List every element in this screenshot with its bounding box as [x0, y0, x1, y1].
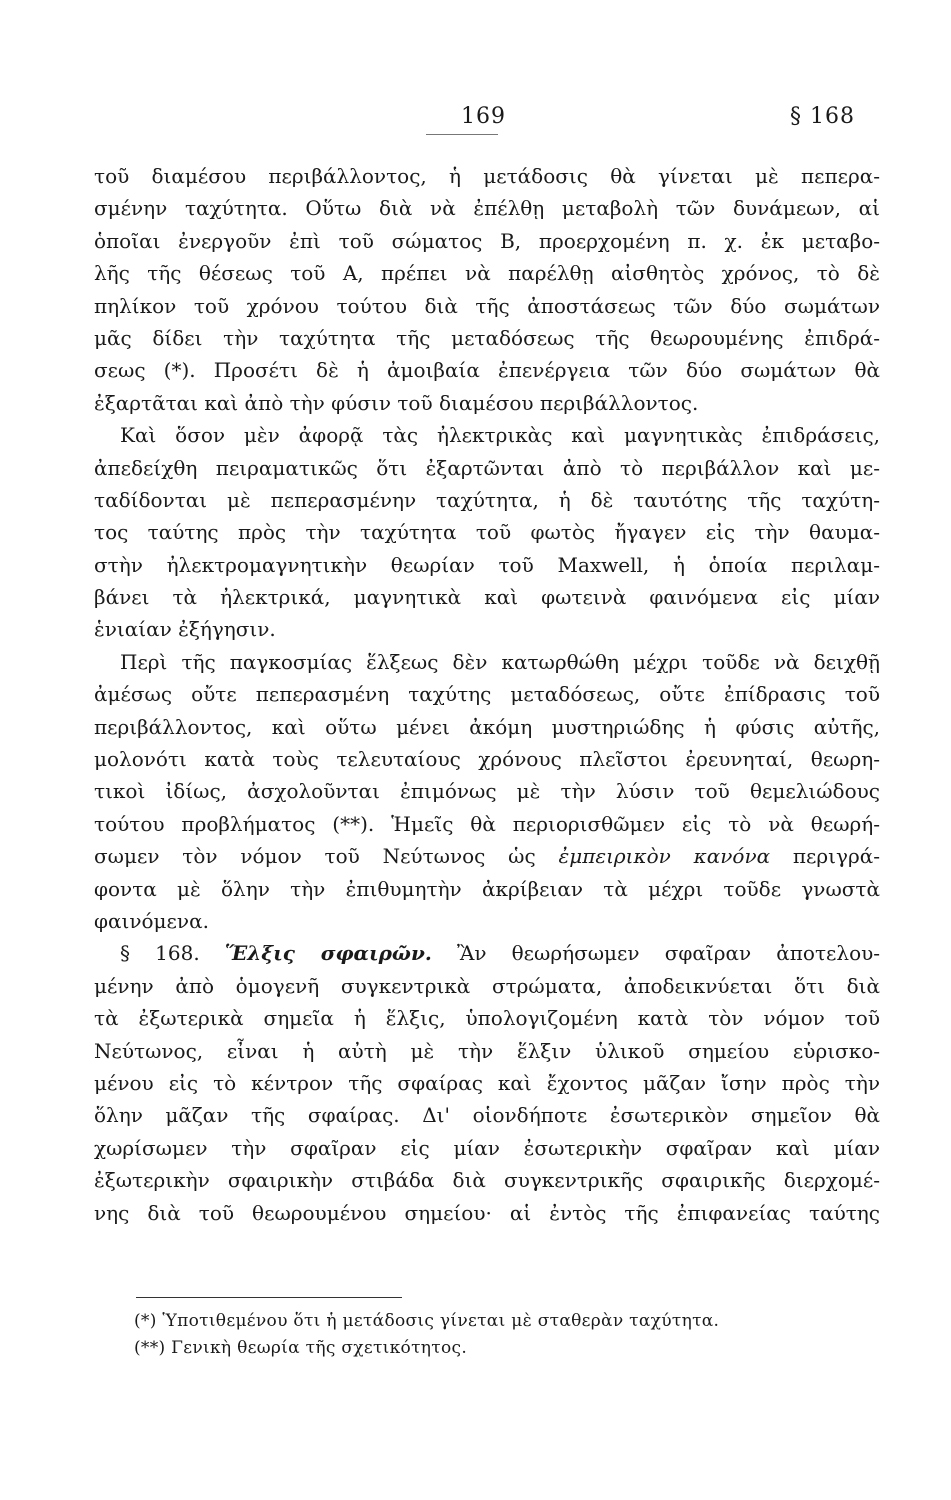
text-line: Νεύτωνος, εἶναι ἡ αὐτὴ μὲ τὴν ἕλξιν ὑλικοῦ σημείου εὑρισκο-	[94, 1038, 880, 1063]
section-first-line: Ἂν θεωρήσωμεν σφαῖραν ἀποτελου-	[456, 941, 881, 966]
text-line: ὅλην μᾶζαν τῆς σφαίρας. Δι' οἱονδήποτε ἐσωτερικὸν σημεῖον θὰ	[94, 1103, 880, 1128]
text-line: μᾶς δίδει τὴν ταχύτητα τῆς μεταδόσεως τῆς θεωρουμένης ἐπιδρά-	[94, 325, 880, 350]
text-line: μένου εἰς τὸ κέντρον τῆς σφαίρας καὶ ἔχοντος μᾶζαν ἴσην πρὸς τὴν	[94, 1070, 880, 1095]
text-line: χωρίσωμεν τὴν σφαῖραν εἰς μίαν ἐσωτερικὴν σφαῖραν καὶ μίαν	[94, 1135, 880, 1160]
text-line: ἐξωτερικὴν σφαιρικὴν στιβάδα διὰ συγκεντρικῆς σφαιρικῆς διερχομέ-	[94, 1168, 880, 1193]
text-line: νης διὰ τοῦ θεωρουμένου σημείου· αἱ ἐντὸς τῆς ἐπιφανείας ταύτης	[94, 1200, 880, 1225]
footnote: (**) Γενικὴ θεωρία τῆς σχετικότητος.	[134, 1338, 468, 1358]
text-line: ἀπεδείχθη πειραματικῶς ὅτι ἐξαρτῶνται ἀπὸ τὸ περιβάλλον καὶ με-	[94, 455, 880, 480]
text-line: σεως (*). Προσέτι δὲ ἡ ἀμοιβαία ἐπενέργεια τῶν δύο σωμάτων θὰ	[94, 358, 880, 383]
text-line: φοντα μὲ ὅλην τὴν ἐπιθυμητὴν ἀκρίβειαν τὰ μέχρι τοῦδε γνωστὰ	[94, 876, 880, 901]
text-line	[94, 840, 880, 872]
page-number: 169	[461, 104, 506, 129]
text-line: βάνει τὰ ἠλεκτρικά, μαγνητικὰ καὶ φωτεινὰ φαινόμενα εἰς μίαν	[94, 585, 880, 610]
body-text	[94, 160, 880, 1229]
text-line: τικοὶ ἰδίως, ἀσχολοῦνται ἐπιμόνως μὲ τὴν λύσιν τοῦ θεμελιώδους	[94, 779, 880, 804]
footnote: (*) Ὑποτιθεμένου ὅτι ἡ μετάδοσις γίνεται μὲ σταθερὰν ταχύτητα.	[134, 1311, 720, 1331]
text-line: τοῦ διαμέσου περιβάλλοντος, ἡ μετάδοσις θὰ γίνεται μὲ πεπερα-	[94, 164, 880, 188]
section-number: § 168.	[120, 941, 200, 966]
text-line: πηλίκον τοῦ χρόνου τούτου διὰ τῆς ἀποστάσεως τῶν δύο σωμάτων	[94, 293, 880, 318]
text-line-end: περιγρά-	[792, 844, 880, 869]
text-line: μένην ἀπὸ ὁμογενῆ συγκεντρικὰ στρώματα, ἀποδεικνύεται ὅτι διὰ	[94, 973, 880, 998]
text-line: Καὶ ὅσον μὲν ἀφορᾷ τὰς ἠλεκτρικὰς καὶ μαγνητικὰς ἐπιδράσεις,	[120, 423, 880, 448]
text-line: τούτου προβλήματος (**). Ἡμεῖς θὰ περιορισθῶμεν εἰς τὸ νὰ θεωρή-	[94, 811, 880, 836]
text-line: στὴν ἠλεκτρομαγνητικὴν θεωρίαν τοῦ Maxwell, ἡ ὁποία περιλαμ-	[94, 552, 880, 577]
text-line: ταδίδονται μὲ πεπερασμένην ταχύτητα, ἡ δὲ ταυτότης τῆς ταχύτη-	[94, 487, 880, 512]
italic-phrase: ἐμπειρικὸν κανόνα	[558, 844, 771, 869]
text-line: λῆς τῆς θέσεως τοῦ Α, πρέπει νὰ παρέλθῃ αἰσθητὸς χρόνος, τὸ δὲ	[94, 261, 880, 286]
section-heading-line	[94, 937, 880, 969]
text-line: φαινόμενα.	[94, 908, 209, 933]
text-line: μολονότι κατὰ τοὺς τελευταίους χρόνους πλεῖστοι ἐρευνηταί, θεωρη-	[94, 747, 880, 772]
text-line: περιβάλλοντος, καὶ οὕτω μένει ἀκόμη μυστηριώδης ἡ φύσις αὐτῆς,	[94, 714, 880, 739]
text-line-start: σωμεν τὸν νόμον τοῦ Νεύτωνος ὡς	[94, 844, 536, 869]
header-underline	[426, 134, 498, 135]
page-header	[0, 104, 951, 134]
text-line: τος ταύτης πρὸς τὴν ταχύτητα τοῦ φωτὸς ἤγαγεν εἰς τὴν θαυμα-	[94, 520, 880, 545]
text-line: ἀμέσως οὔτε πεπερασμένη ταχύτης μεταδόσεως, οὔτε ἐπίδρασις τοῦ	[94, 682, 880, 707]
footnotes	[134, 1308, 854, 1362]
text-line: ἑνιαίαν ἐξήγησιν.	[94, 617, 276, 642]
text-line: τὰ ἐξωτερικὰ σημεῖα ἡ ἕλξις, ὑπολογιζομένη κατὰ τὸν νόμον τοῦ	[94, 1006, 880, 1031]
footnote-rule	[136, 1297, 402, 1298]
text-line: Περὶ τῆς παγκοσμίας ἕλξεως δὲν κατωρθώθη μέχρι τοῦδε νὰ δειχθῇ	[120, 649, 880, 674]
section-title: Ἕλξις σφαιρῶν.	[224, 941, 432, 966]
running-section-mark: § 168	[790, 104, 855, 129]
text-line: ὁποῖαι ἐνεργοῦν ἐπὶ τοῦ σώματος Β, προερχομένη π. χ. ἐκ μεταβο-	[94, 228, 880, 253]
text-line: ἐξαρτᾶται καὶ ἀπὸ τὴν φύσιν τοῦ διαμέσου περιβάλλοντος.	[94, 390, 699, 415]
text-line: σμένην ταχύτητα. Οὕτω διὰ νὰ ἐπέλθῃ μεταβολὴ τῶν δυνάμεων, αἱ	[94, 196, 880, 221]
